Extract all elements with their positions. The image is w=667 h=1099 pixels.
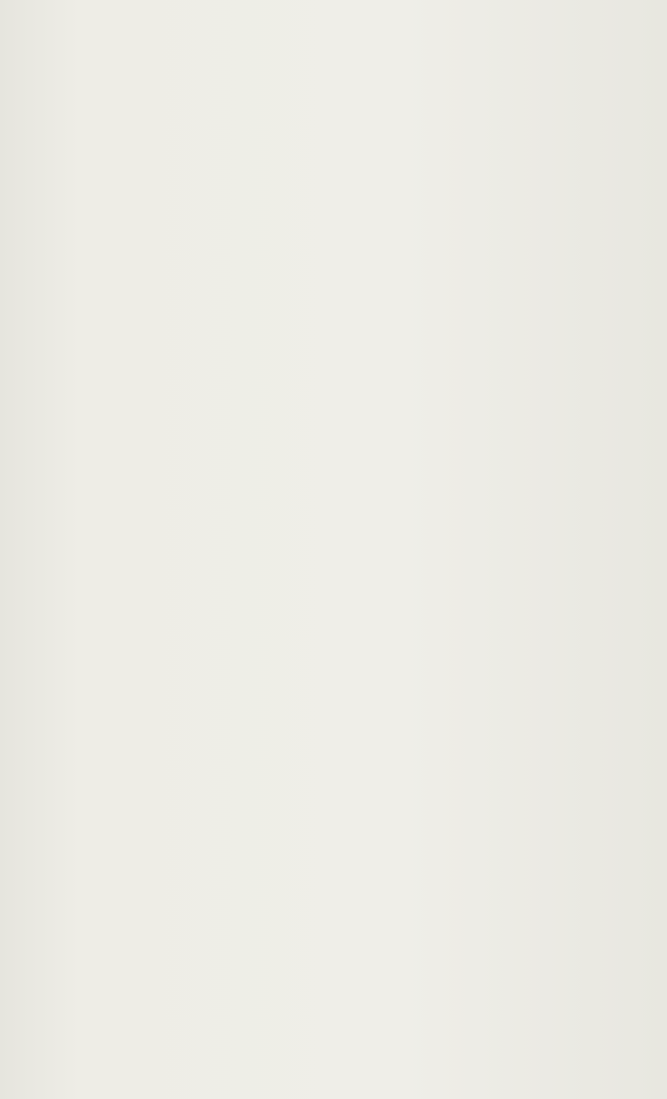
- table-of-contents: [78, 62, 626, 94]
